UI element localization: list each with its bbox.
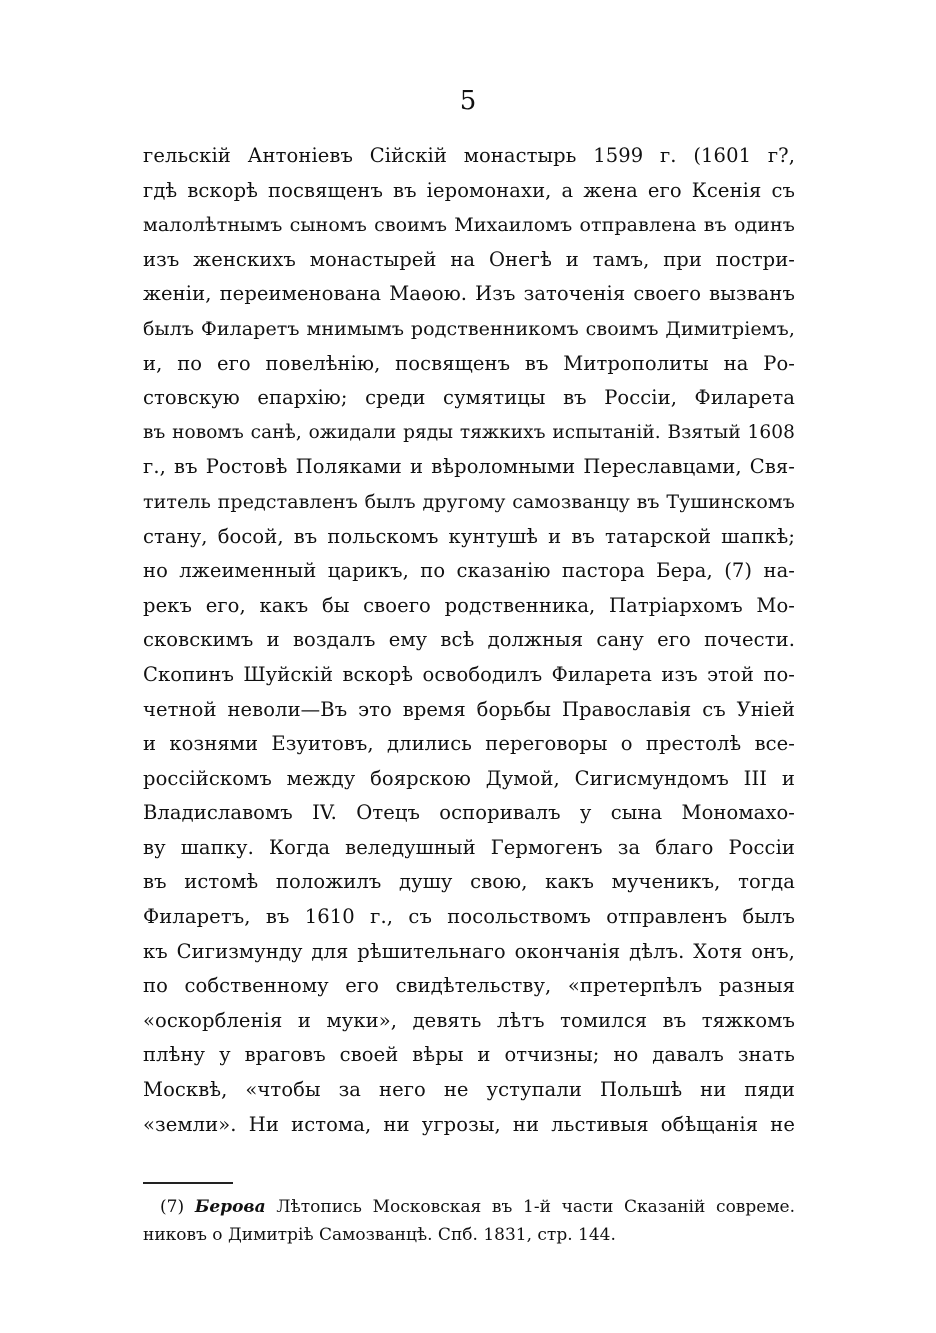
footnote-separator (143, 1182, 233, 1184)
footnote-line-2: никовъ о Димитріѣ Самозванцѣ. Спб. 1831, стр. 144. (143, 1225, 616, 1245)
footnote-line-1 (143, 1193, 795, 1221)
text-line: по собственному его свидѣтельству, «претерпѣлъ разныя (143, 974, 795, 998)
body-text (143, 139, 795, 1142)
text-line: къ Сигизмунду для рѣшительнаго окончанія дѣлъ. Хотя онъ, (143, 939, 795, 963)
text-line: титель представленъ былъ другому самозванцу въ Тушинскомъ (143, 490, 795, 513)
text-line: г., въ Ростовѣ Поляками и вѣроломными Переславцами, Свя- (143, 455, 795, 479)
text-line: и кознями Езуитовъ, длились переговоры о престолѣ все- (143, 732, 795, 756)
text-line: гельскій Антоніевъ Сійскій монастырь 1599 г. (1601 г?, (143, 144, 795, 167)
text-line: плѣну у враговъ своей вѣры и отчизны; но давалъ знать (143, 1043, 795, 1067)
text-line: но лжеименный царикъ, по сказанію пастора Бера, (7) на- (143, 559, 795, 583)
footnote (143, 1193, 795, 1249)
text-line: россійскомъ между боярскою Думой, Сигисмундомъ III и (143, 766, 795, 790)
text-line: «земли». Ни истома, ни угрозы, ни льстивыя обѣщанія не (143, 1112, 795, 1136)
text-line: былъ Филаретъ мнимымъ родственникомъ своимъ Димитріемъ, (143, 317, 795, 340)
text-line: малолѣтнымъ сыномъ своимъ Михаиломъ отправлена въ одинъ (143, 214, 795, 237)
text-line: женіи, переименована Маѳою. Изъ заточенія своего вызванъ (143, 282, 795, 306)
text-line: въ истомѣ положилъ душу свою, какъ мученикъ, тогда (143, 870, 795, 894)
footnote-author: Берова (194, 1197, 266, 1217)
text-line: Скопинъ Шуйскій вскорѣ освободилъ Филарета изъ этой по- (143, 662, 795, 686)
text-line: въ новомъ санѣ, ожидали ряды тяжкихъ испытаній. Взятый 1608 (143, 421, 795, 443)
text-line: четной неволи—Въ это время борьбы Православія съ Уніей (143, 697, 795, 721)
text-line: стану, босой, въ польскомъ кунтушѣ и въ татарской шапкѣ; (143, 524, 795, 548)
page-number: 5 (459, 86, 477, 116)
text-line: ву шапку. Когда веледушный Гермогенъ за благо Россіи (143, 835, 795, 859)
text-line: и, по его повелѣнію, посвященъ въ Митрополиты на Ро- (143, 351, 795, 375)
text-line: «оскорбленія и муки», девять лѣтъ томился въ тяжкомъ (143, 1008, 795, 1032)
text-line: стовскую епархію; среди сумятицы въ Россіи, Филарета (143, 386, 795, 410)
text-line: сковскимъ и воздалъ ему всѣ должныя сану его почести. (143, 628, 795, 652)
text-line: Москвѣ, «чтобы за него не уступали Польшѣ ни пяди (143, 1078, 795, 1102)
footnote-text: Лѣтопись Московская въ 1-й части Сказаній совреме. (276, 1197, 796, 1217)
footnote-marker: (7) (160, 1197, 185, 1217)
text-line: изъ женскихъ монастырей на Онегѣ и тамъ, при постри- (143, 247, 795, 271)
text-line: Владиславомъ IV. Отецъ оспоривалъ у сына Мономахо- (143, 801, 795, 825)
text-line: Филаретъ, въ 1610 г., съ посольствомъ отправленъ былъ (143, 905, 795, 929)
text-line: гдѣ вскорѣ посвященъ въ іеромонахи, а жена его Ксенія съ (143, 178, 795, 202)
text-line: рекъ его, какъ бы своего родственника, Патріархомъ Мо- (143, 593, 795, 617)
